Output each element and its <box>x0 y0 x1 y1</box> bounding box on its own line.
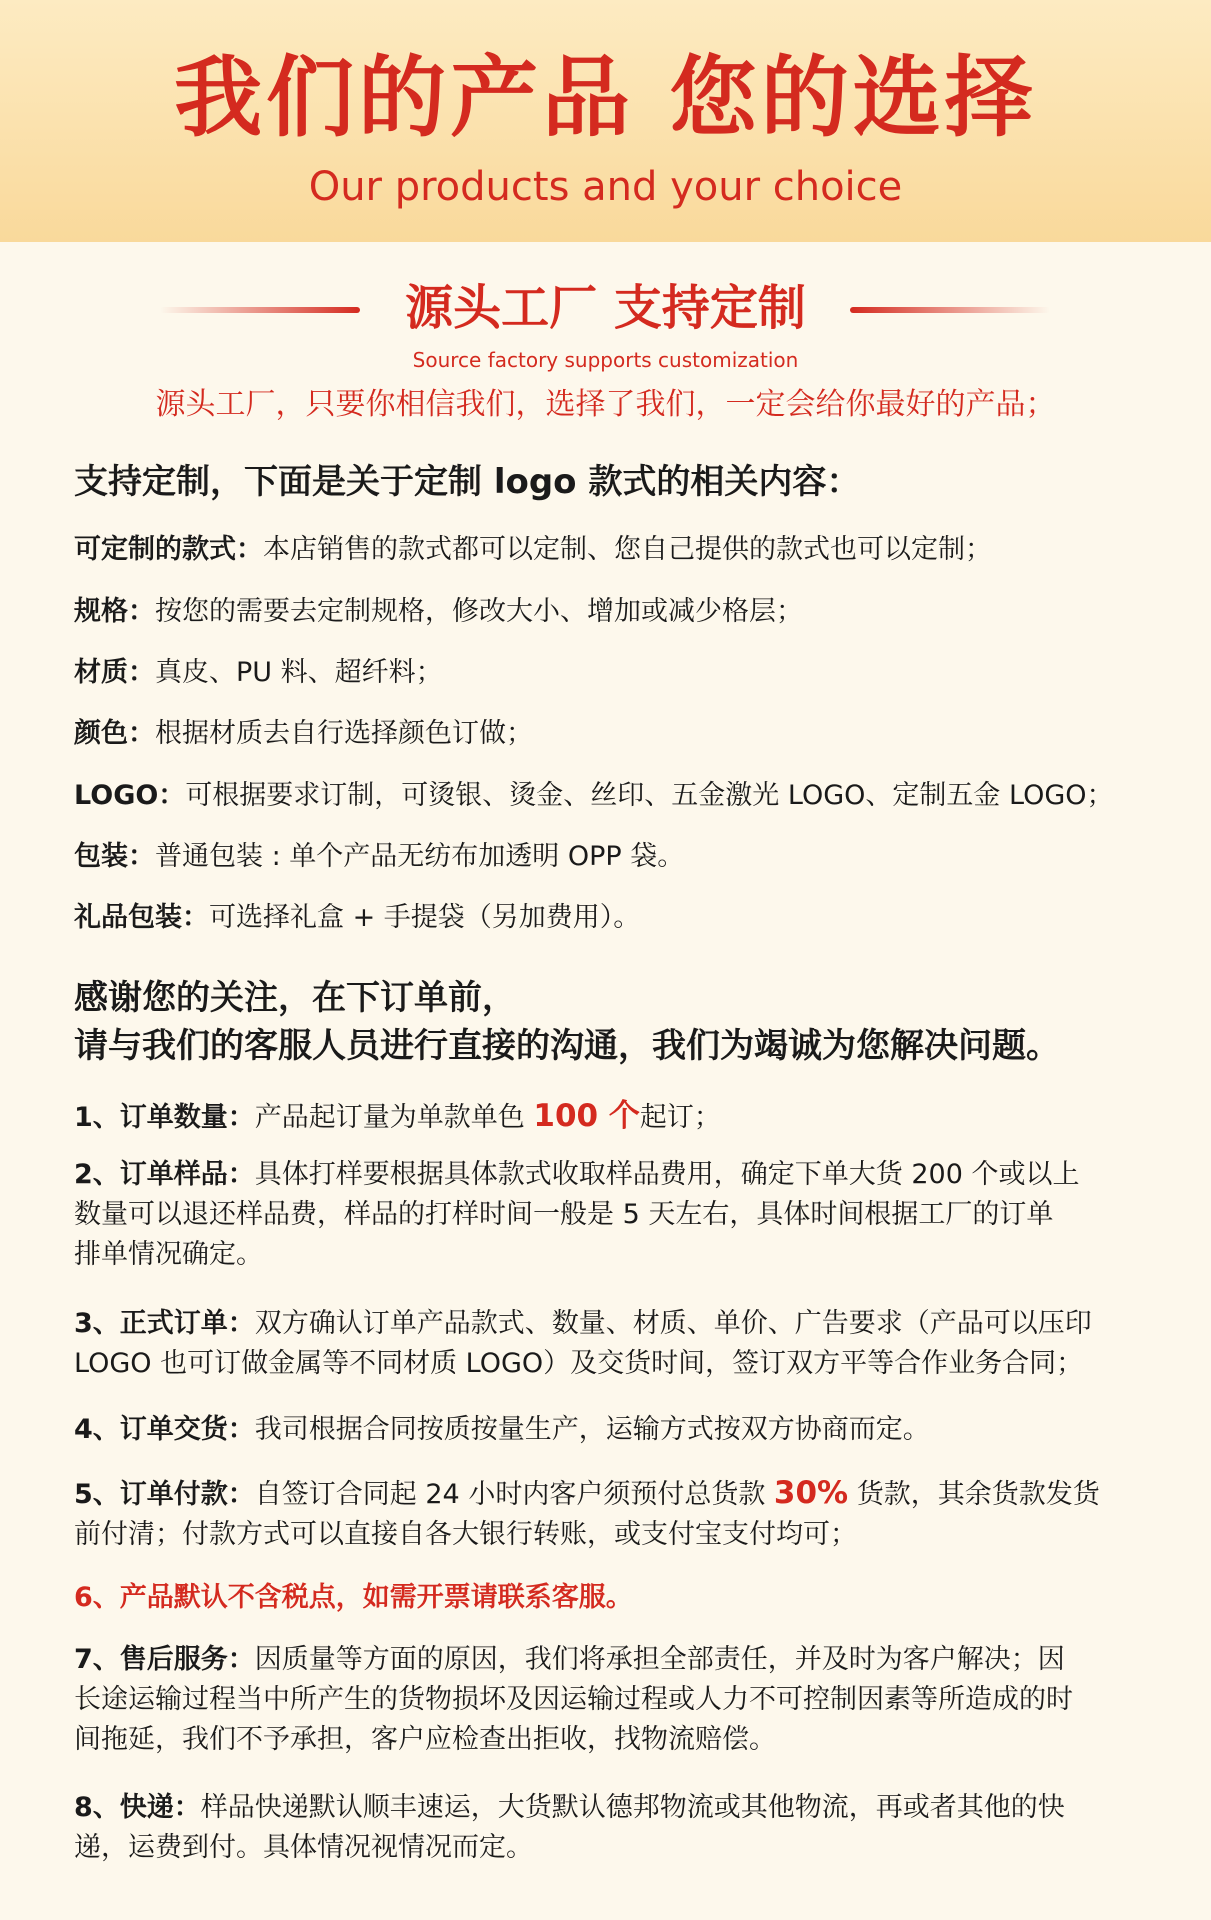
order-item-text: 排单情况确定。 <box>74 1239 263 1270</box>
custom-item-label: 材质： <box>74 657 155 688</box>
order-item-text: 自签订合同起 24 小时内客户须预付总货款 <box>254 1479 774 1510</box>
section-intro: 源头工厂，只要你相信我们，选择了我们，一定会给你最好的产品； <box>155 387 1056 422</box>
order-item-label: 3、正式订单： <box>74 1308 255 1339</box>
custom-heading: 支持定制，下面是关于定制 logo 款式的相关内容： <box>74 462 861 502</box>
custom-item-label: 规格： <box>74 596 155 627</box>
order-item-text: 货款，其余货款发货 <box>848 1479 1100 1510</box>
order-min-quantity: 100 个 <box>533 1098 640 1134</box>
order-item-5 <box>74 1473 1164 1555</box>
custom-item-text: 可根据要求订制，可烫银、烫金、丝印、五金激光 LOGO、定制五金 LOGO； <box>185 780 1114 811</box>
order-item-text: LOGO 也可订做金属等不同材质 LOGO）及交货时间，签订双方平等合作业务合同； <box>74 1348 1084 1379</box>
custom-item-text: 本店销售的款式都可以定制、您自己提供的款式也可以定制； <box>263 534 992 565</box>
section-subtitle: Source factory supports customization <box>412 348 799 372</box>
order-item-text: 具体打样要根据具体款式收取样品费用，确定下单大货 200 个或以上 <box>254 1159 1080 1190</box>
order-item-text: 起订； <box>639 1102 721 1133</box>
page-subtitle: Our products and your choice <box>308 164 903 210</box>
order-heading <box>74 974 1164 1070</box>
order-item-8 <box>74 1788 1164 1868</box>
order-item-4 <box>74 1410 1164 1450</box>
order-item-text: 前付清；付款方式可以直接自各大银行转账，或支付宝支付均可； <box>74 1519 857 1550</box>
order-item-label: 2、订单样品： <box>74 1159 255 1190</box>
section-title: 源头工厂 支持定制 <box>405 280 806 336</box>
custom-item-text: 根据材质去自行选择颜色订做； <box>155 718 533 749</box>
order-heading-line: 请与我们的客服人员进行直接的沟通，我们为竭诚为您解决问题。 <box>74 1026 1060 1066</box>
custom-item <box>74 837 1164 877</box>
order-item-3 <box>74 1304 1164 1384</box>
order-item-label: 8、快递： <box>74 1792 201 1823</box>
page-title: 我们的产品 您的选择 <box>174 46 1037 149</box>
order-item-2 <box>74 1155 1164 1275</box>
order-item-text: 数量可以退还样品费，样品的打样时间一般是 5 天左右，具体时间根据工厂的订单 <box>74 1199 1054 1230</box>
order-item-label: 4、订单交货： <box>74 1414 255 1445</box>
order-item-7 <box>74 1640 1164 1760</box>
custom-item-text: 按您的需要去定制规格，修改大小、增加或减少格层； <box>155 596 803 627</box>
order-item-text: 双方确认订单产品款式、数量、材质、单价、广告要求（产品可以压印 <box>254 1308 1092 1339</box>
custom-item-label: 礼品包装： <box>74 902 209 933</box>
custom-item-text: 真皮、PU 料、超纤料； <box>155 657 443 688</box>
order-item-label: 1、订单数量： <box>74 1102 255 1133</box>
custom-item-label: 包装： <box>74 841 155 872</box>
custom-item-text: 可选择礼盒 + 手提袋（另加费用）。 <box>209 902 641 933</box>
custom-item-label: 可定制的款式： <box>74 534 263 565</box>
custom-item <box>74 653 1164 693</box>
order-item-text: 间拖延，我们不予承担，客户应检查出拒收，找物流赔偿。 <box>74 1724 776 1755</box>
custom-item-label: LOGO： <box>74 780 186 811</box>
order-item-6 <box>74 1578 1164 1618</box>
custom-item <box>74 530 1164 570</box>
order-item-text: 样品快递默认顺丰速运，大货默认德邦物流或其他物流，再或者其他的快 <box>200 1792 1065 1823</box>
order-item-text: 递，运费到付。具体情况视情况而定。 <box>74 1832 533 1863</box>
order-item-text: 长途运输过程当中所产生的货物损坏及因运输过程或人力不可控制因素等所造成的时 <box>74 1684 1073 1715</box>
custom-item-label: 颜色： <box>74 718 155 749</box>
custom-item <box>74 592 1164 632</box>
order-item-label: 5、订单付款： <box>74 1479 255 1510</box>
custom-item <box>74 714 1164 754</box>
header-banner <box>0 0 1211 242</box>
order-deposit-percent: 30% <box>773 1475 849 1511</box>
order-item-1 <box>74 1096 1164 1138</box>
order-item-text: 我司根据合同按质按量生产，运输方式按双方协商而定。 <box>254 1414 930 1445</box>
custom-item <box>74 776 1164 816</box>
tax-notice: 6、产品默认不含税点，如需开票请联系客服。 <box>74 1582 633 1613</box>
custom-section <box>74 458 1164 506</box>
order-item-label: 7、售后服务： <box>74 1644 255 1675</box>
order-heading-line: 感谢您的关注，在下订单前， <box>74 978 516 1018</box>
order-item-text: 因质量等方面的原因，我们将承担全部责任，并及时为客户解决；因 <box>254 1644 1065 1675</box>
order-item-text: 产品起订量为单款单色 <box>254 1102 534 1133</box>
custom-item <box>74 898 1164 938</box>
custom-item-text: 普通包装 : 单个产品无纺布加透明 OPP 袋。 <box>155 841 685 872</box>
